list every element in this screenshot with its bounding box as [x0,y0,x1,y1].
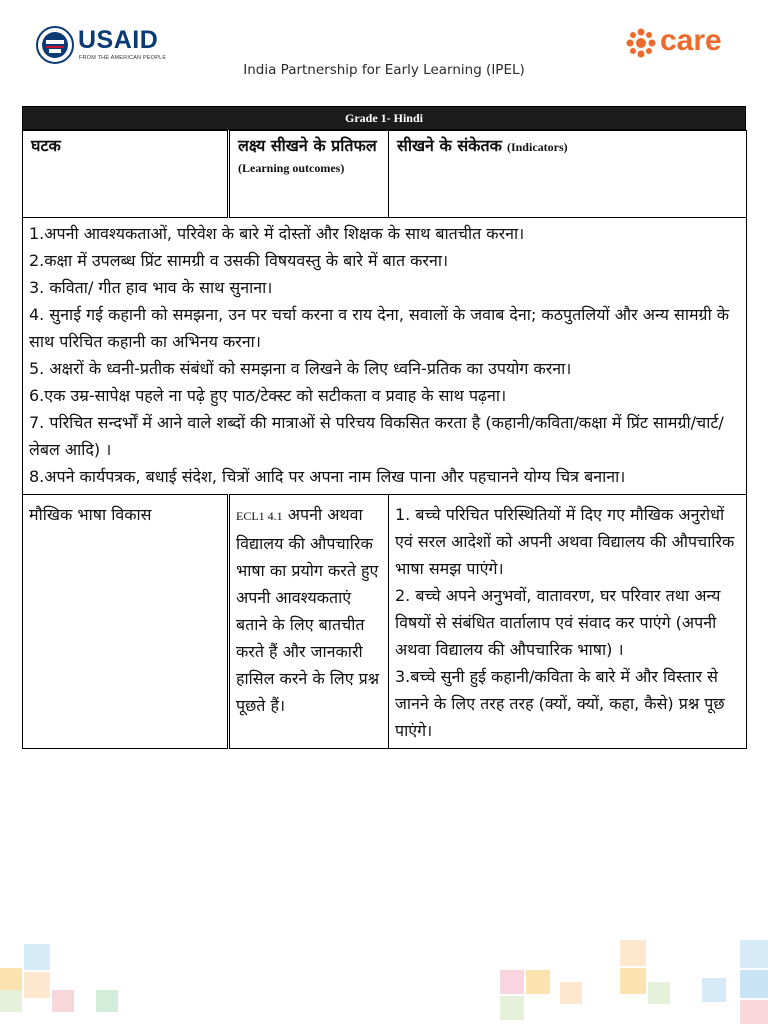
decor-square [648,982,670,1004]
decor-square [620,968,646,994]
outcome-item: 6.एक उम्र-सापेक्ष पहले ना पढ़े हुए पाठ/टेक्स्ट को सटीकता व प्रवाह के साथ पढ़ना। [29,386,507,405]
outcome-item: 3. कविता/ गीत हाव भाव के साथ सुनाना। [29,278,273,297]
learning-outcome-cell [229,495,389,749]
decor-square [500,970,524,994]
decor-square [740,940,768,968]
outcome-item: 5. अक्षरों के ध्वनी-प्रतीक संबंधों को समझना व लिखने के लिए ध्वनि-प्रतिक का उपयोग करना। [29,359,572,378]
header-component-label: घटक [31,136,61,155]
header-learning-outcomes [229,131,389,218]
decor-square [620,940,646,966]
decor-square [96,990,118,1012]
outcome-item: 4. सुनाई गई कहानी को समझना, उन पर चर्चा करना व राय देना, सवालों के जवाब देना; कठपुतलियों और अन्य सामग्री के साथ परिचित कहानी का अभिनय करना। [29,305,730,351]
usaid-logo [36,24,166,66]
decor-square [526,970,550,994]
usaid-tagline: FROM THE AMERICAN PEOPLE [79,55,167,61]
decor-square [0,968,22,990]
decor-square [500,996,524,1020]
table-header-row [23,131,747,218]
decor-square [24,944,50,970]
outcome-item: 7. परिचित सन्दर्भों में आने वाले शब्दों की मात्राओं से परिचय विकसित करता है (कहानी/कविता/कक्षा में प्रिंट सामग्री/चार्ट/लेबल आदि) । [29,413,724,459]
component-name: मौखिक भाषा विकास [29,505,152,524]
page-header [0,0,768,100]
outcome-item: 8.अपने कार्यपत्रक, बधाई संदेश, चित्रों आदि पर अपना नाम लिख पाना और पहचानने योग्य चित्र बनाना। [29,467,626,486]
decor-square [702,978,726,1002]
curriculum-table [22,106,746,749]
care-wordmark: care [660,24,722,57]
decor-square [52,990,74,1012]
decor-square [740,970,768,998]
decor-square [740,1000,768,1024]
indicators-cell [389,495,747,749]
outcomes-list [23,218,747,495]
care-mark-icon [626,28,656,58]
header-indicators-en: (Indicators) [506,140,568,154]
usaid-wordmark: USAID [78,26,159,54]
outcome-item: 1.अपनी आवश्यकताओं, परिवेश के बारे में दोस्तों और शिक्षक के साथ बातचीत करना। [29,224,525,243]
header-learning-outcomes-hi: लक्ष्य सीखने के प्रतिफल [238,136,377,155]
document-title: India Partnership for Early Learning (IPEL) [243,62,525,78]
care-logo [626,26,742,62]
indicator-item: 1. बच्चे परिचित परिस्थितियों में दिए गए मौखिक अनुरोधों एवं सरल आदेशों को अपनी अथवा विद्यालय की औपचारिक भाषा समझ पाएंगे। [395,505,735,578]
outcomes-table [22,130,747,749]
outcome-item: 2.कक्षा में उपलब्ध प्रिंट सामग्री व उसकी विषयवस्तु के बारे में बात करना। [29,251,449,270]
outcomes-row [23,218,747,495]
indicator-item: 3.बच्चे सुनी हुई कहानी/कविता के बारे में और विस्तार से जानने के लिए तरह तरह (क्यों, क्यों, कहा, कैसे) प्रश्न पूछ पाएंगे। [395,667,725,740]
component-row [23,495,747,749]
indicator-item: 2. बच्चे अपने अनुभवों, वातावरण, घर परिवार तथा अन्य विषयों से संबंधित वार्तालाप एवं संवाद कर पाएंगे (अपनी अथवा विद्यालय की औपचारिक भाषा) । [395,586,721,659]
decor-square [24,972,50,998]
learning-outcome-text: अपनी अथवा विद्यालय की औपचारिक भाषा का प्रयोग करते हुए अपनी आवश्यकताएं बताने के लिए बातचीत करते हैं और जानकारी हासिल करने के लिए प्रश्न पूछते हैं। [236,505,380,715]
grade-title-bar: Grade 1- Hindi [22,106,746,130]
footer-decoration [0,930,768,1024]
decor-square [0,990,22,1012]
header-component [23,131,229,218]
header-indicators [389,131,747,218]
decor-square [560,982,582,1004]
header-indicators-hi: सीखने के संकेतक [397,136,502,155]
learning-outcome-code: ECL1 4.1 [236,509,283,523]
component-cell [23,495,229,749]
header-learning-outcomes-en: (Learning outcomes) [238,161,345,175]
usaid-seal-icon [36,26,74,64]
